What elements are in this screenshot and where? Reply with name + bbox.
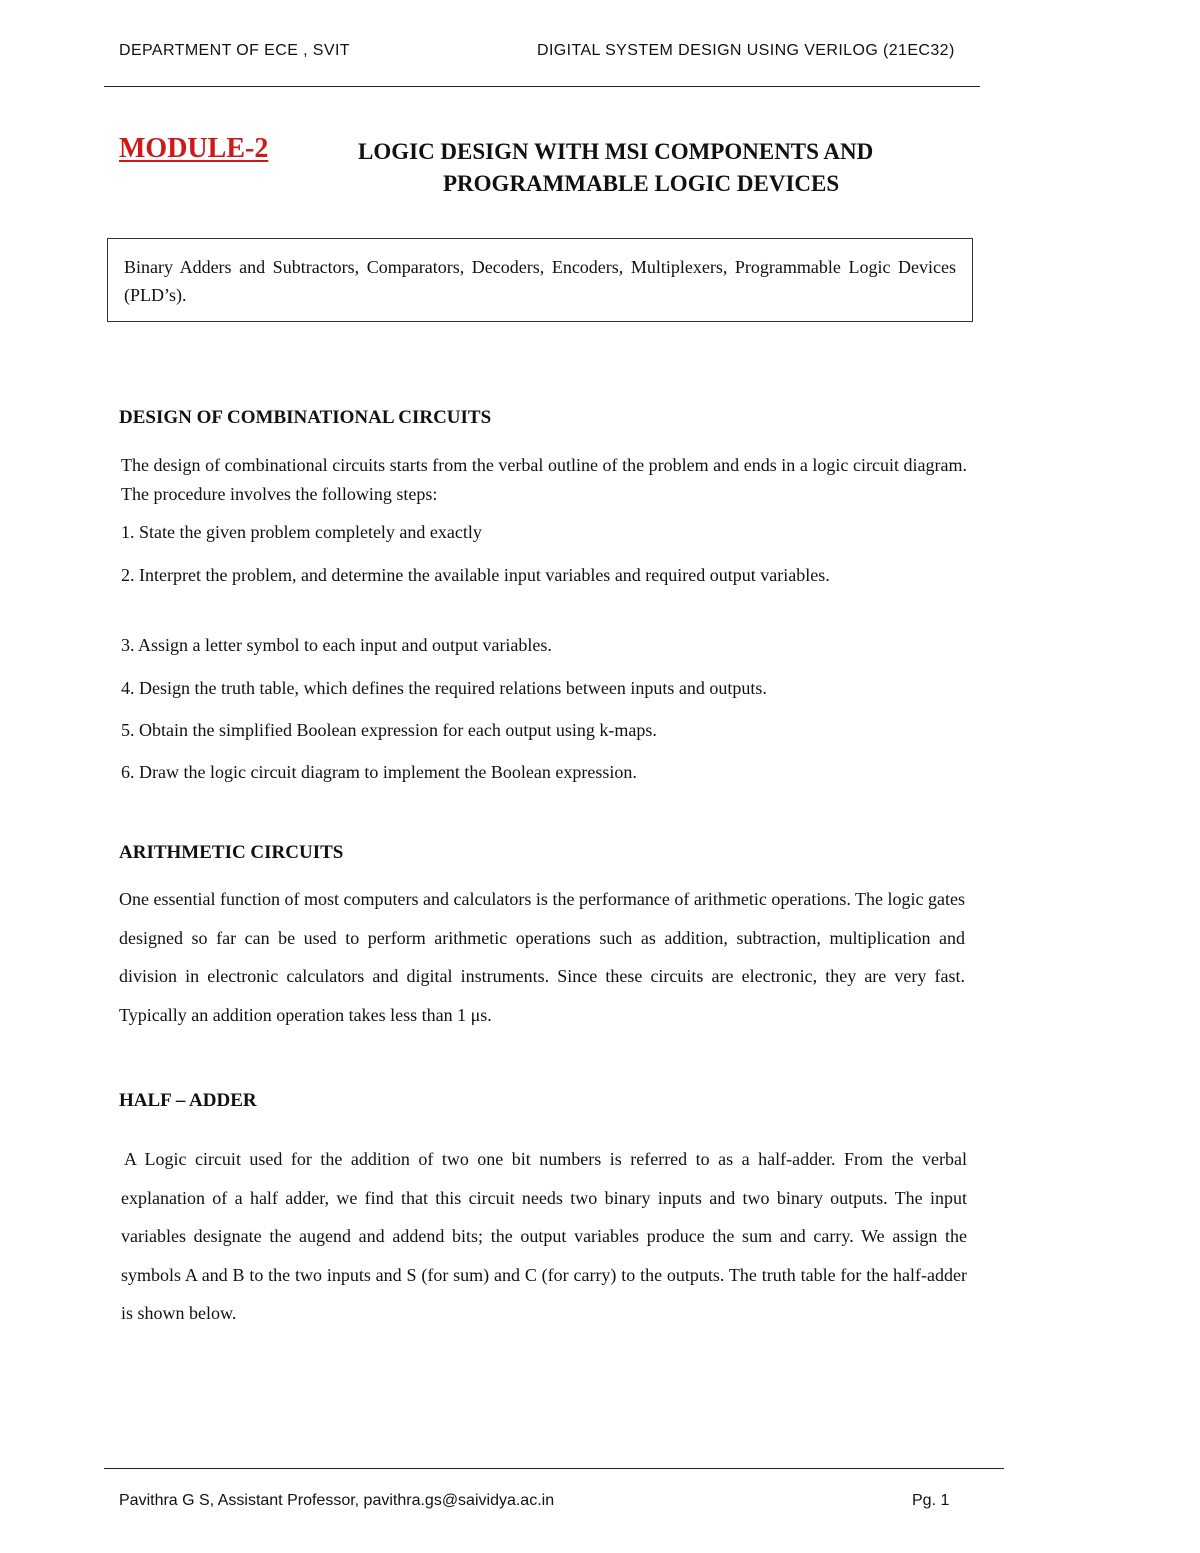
design-heading: DESIGN OF COMBINATIONAL CIRCUITS: [119, 407, 492, 428]
header-rule: [104, 86, 980, 87]
design-step-6: 6. Draw the logic circuit diagram to implement the Boolean expression.: [121, 762, 637, 782]
footer-author: Pavithra G S, Assistant Professor, pavithra.gs@saividya.ac.in: [119, 1492, 555, 1509]
syllabus-box: Binary Adders and Subtractors, Comparators, Decoders, Encoders, Multiplexers, Programmable Logic Devices (PLD’s).: [107, 238, 973, 322]
module-title-line2: PROGRAMMABLE LOGIC DEVICES: [443, 171, 840, 196]
module-title-line1: LOGIC DESIGN WITH MSI COMPONENTS AND: [358, 139, 874, 164]
design-step-2: 2. Interpret the problem, and determine the available input variables and required output variables.: [121, 565, 830, 585]
design-step-5: 5. Obtain the simplified Boolean expression for each output using k-maps.: [121, 720, 657, 740]
half-adder-body: A Logic circuit used for the addition of two one bit numbers is referred to as a half-adder. From the verbal explanation of a half adder, we find that this circuit needs two binary inputs and two binary outputs. The input variables designate the augend and addend bits; the output variables produce the sum and carry. We assign the symbols A and B to the two inputs and S (for sum) and C (for carry) to the outputs. The truth table for the half-adder is shown below.: [121, 1149, 967, 1323]
design-step-3: 3. Assign a letter symbol to each input and output variables.: [121, 635, 552, 655]
design-step-4: 4. Design the truth table, which defines the required relations between inputs and outputs.: [121, 678, 767, 698]
module-label: MODULE-2: [119, 133, 269, 164]
half-adder-heading: HALF – ADDER: [119, 1090, 257, 1111]
module-title: [330, 136, 970, 200]
design-step-1: 1. State the given problem completely and exactly: [121, 522, 482, 542]
header-department: DEPARTMENT OF ECE , SVIT: [119, 42, 350, 59]
design-intro: The design of combinational circuits starts from the verbal outline of the problem and ends in a logic circuit diagram. The procedure involves the following steps:: [121, 455, 967, 504]
page-number: Pg. 1: [912, 1492, 950, 1509]
header-course-title: DIGITAL SYSTEM DESIGN USING VERILOG (21EC32): [537, 42, 955, 59]
arithmetic-heading: ARITHMETIC CIRCUITS: [119, 842, 344, 863]
footer-rule: [104, 1468, 1004, 1469]
arithmetic-body: One essential function of most computers and calculators is the performance of arithmetic operations. The logic gates designed so far can be used to perform arithmetic operations such as addition, subtraction, multiplication and division in electronic calculators and digital instruments. Since these circuits are electronic, they are very fast. Typically an addition operation takes less than 1 μs.: [119, 889, 965, 1025]
